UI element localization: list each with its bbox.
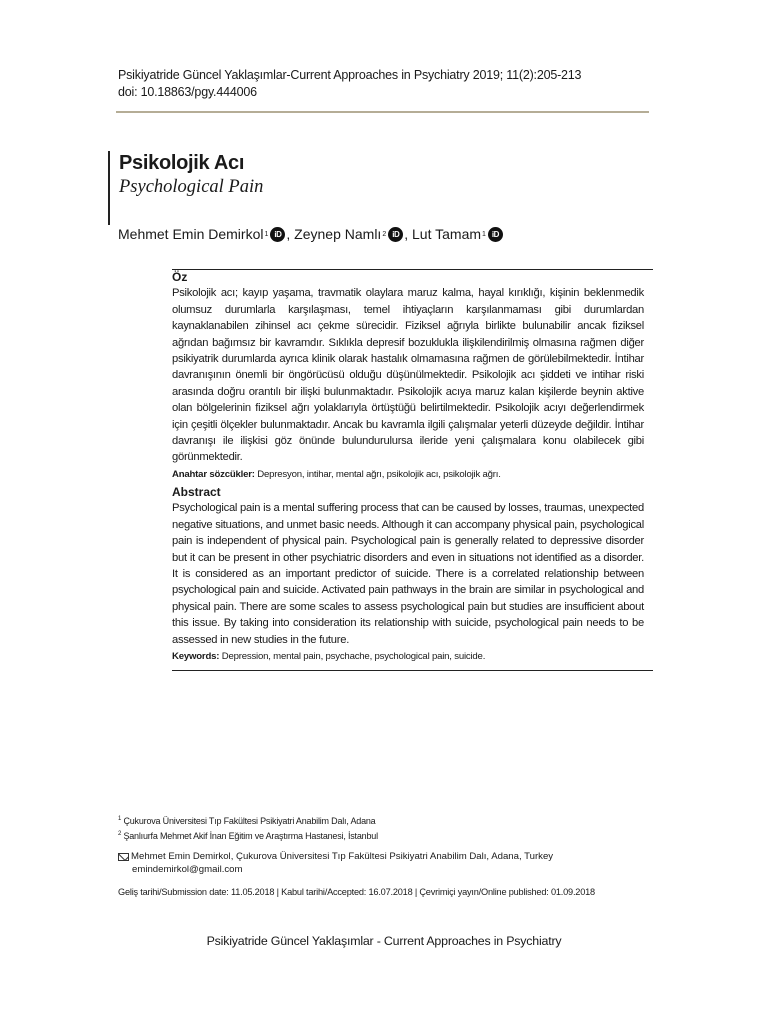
abstract-keywords-text: Depression, mental pain, psychache, psychological pain, suicide. [219, 651, 486, 663]
title-block [108, 151, 263, 225]
abstract-keywords [172, 649, 644, 665]
correspondence-email[interactable]: emindemirkol@gmail.com [132, 864, 243, 875]
article-title: Psikolojik Acı [119, 152, 245, 174]
author-name: Lut Tamam [412, 226, 482, 242]
envelope-icon [118, 853, 129, 861]
journal-header [118, 67, 581, 101]
correspondence [118, 850, 553, 876]
affiliation-sup: 1 [118, 816, 122, 822]
publication-dates: Geliş tarihi/Submission date: 11.05.2018 | Kabul tarihi/Accepted: 16.07.2018 | Çevrimiçi yayın/Online published: 01.09.2018 [118, 887, 595, 897]
affiliation-item [118, 828, 378, 843]
oz-text: Psikolojik acı; kayıp yaşama, travmatik olaylara maruz kalma, hayal kırıklığı, kişinin beklenmedik olumsuz durumlarla karşılaşması, temel ihtiyaçların karşılanmaması gibi durumlardan kaynaklanabilen zihinsel acı çekme sürecidir. Fiziksel ağrıyla birlikte bulunabilir ancak fiziksel ağrıdan bağımsız bir kavramdır. Sıklıkla depresif bozuklukla ilişkilendirilmiş olmasına rağmen diğer psikiyatrik durumlarda ayrıca klinik olarak hastalık olmamasına rağmen de görülebilmektedir. İntihar davranışının önemli bir öngörücüsü olduğu düşünülmektedir. Psikolojik acı şiddeti ve intihar riski arasında doğru orantılı bir ilişki bulunmaktadır. Psikolojik acıya maruz kalan kişilerde beynin aktive olan bölgelerinin fiziksel ağrı yolaklarıyla örtüştüğü belirtilmektedir. Psikolojik acıyı değerlendirmek için çeşitli ölçekler bulunmaktadır. Ancak bu kavramla ilgili çalışmalar yeterli düzeyde değildir. İntihar davranışı ile ilişkisi göz önünde bulundurulursa ileride yeni çalışmalara konu olabilecek gibi görünmektedir. [172, 287, 644, 464]
abstract-bottom-rule [172, 670, 653, 671]
abstract-text: Psychological pain is a mental suffering process that can be caused by losses, traumas, unexpected negative situations, and unmet basic needs. Although it can accompany physical pain, psychological pain is independent of physical pain. Psychological pain is generally related to depressive disorder but it can be present in other psychiatric disorders and even in situations not identified as a disorder. It is considered as an important predictor of suicide. There is a correlated relationship between psychological pain and suicide. Activated pain pathways in the brain are similar in psychological and physical pain. There are some scales to assess psychological pain but studies are insufficient about this issue. By taking into consideration its relationship with suicide, psychological pain needs to be assessed in new studies in the future. [172, 502, 644, 646]
oz-section [172, 269, 644, 483]
correspondence-line [118, 850, 553, 863]
affiliation-text: Şanlıurfa Mehmet Akif İnan Eğitim ve Araştırma Hastanesi, İstanbul [121, 830, 378, 841]
abstract-heading: Abstract [172, 485, 221, 499]
author-affiliation-sup: 1 [264, 230, 269, 238]
author-separator: , [286, 226, 295, 242]
orcid-icon[interactable]: iD [388, 227, 403, 242]
author-affiliation-sup: 1 [482, 230, 486, 238]
author-list [118, 226, 504, 242]
orcid-icon[interactable]: iD [488, 227, 503, 242]
affiliation-item [118, 813, 378, 828]
orcid-icon[interactable]: iD [270, 227, 285, 242]
author-separator: , [404, 226, 413, 242]
correspondence-address: Mehmet Emin Demirkol, Çukurova Üniversitesi Tıp Fakültesi Psikiyatri Anabilim Dalı, Adana, Turkey [131, 851, 554, 862]
affiliation-sup: 2 [118, 830, 122, 837]
author-affiliation-sup: 2 [382, 230, 387, 238]
page-footer: Psikiyatride Güncel Yaklaşımlar - Current Approaches in Psychiatry [206, 934, 562, 948]
oz-keywords [172, 467, 644, 483]
affiliation-list [118, 813, 378, 842]
oz-keywords-label: Anahtar sözcükler: [172, 468, 255, 480]
journal-citation: Psikiyatride Güncel Yaklaşımlar-Current Approaches in Psychiatry 2019; 11(2):205-213 [118, 68, 582, 82]
article-title-english: Psychological Pain [119, 177, 264, 197]
oz-keywords-text: Depresyon, intihar, mental ağrı, psikolojik acı, psikolojik ağrı. [254, 468, 501, 480]
abstract-keywords-label: Keywords: [172, 651, 220, 663]
header-divider [116, 111, 649, 113]
author-name: Mehmet Emin Demirkol [118, 226, 264, 242]
doi: doi: 10.18863/pgy.444006 [118, 85, 257, 99]
abstract-section [172, 484, 644, 665]
oz-heading: Öz [172, 270, 188, 284]
affiliation-text: Çukurova Üniversitesi Tıp Fakültesi Psikiyatri Anabilim Dalı, Adana [121, 816, 376, 826]
author-name: Zeynep Namlı [294, 226, 382, 242]
